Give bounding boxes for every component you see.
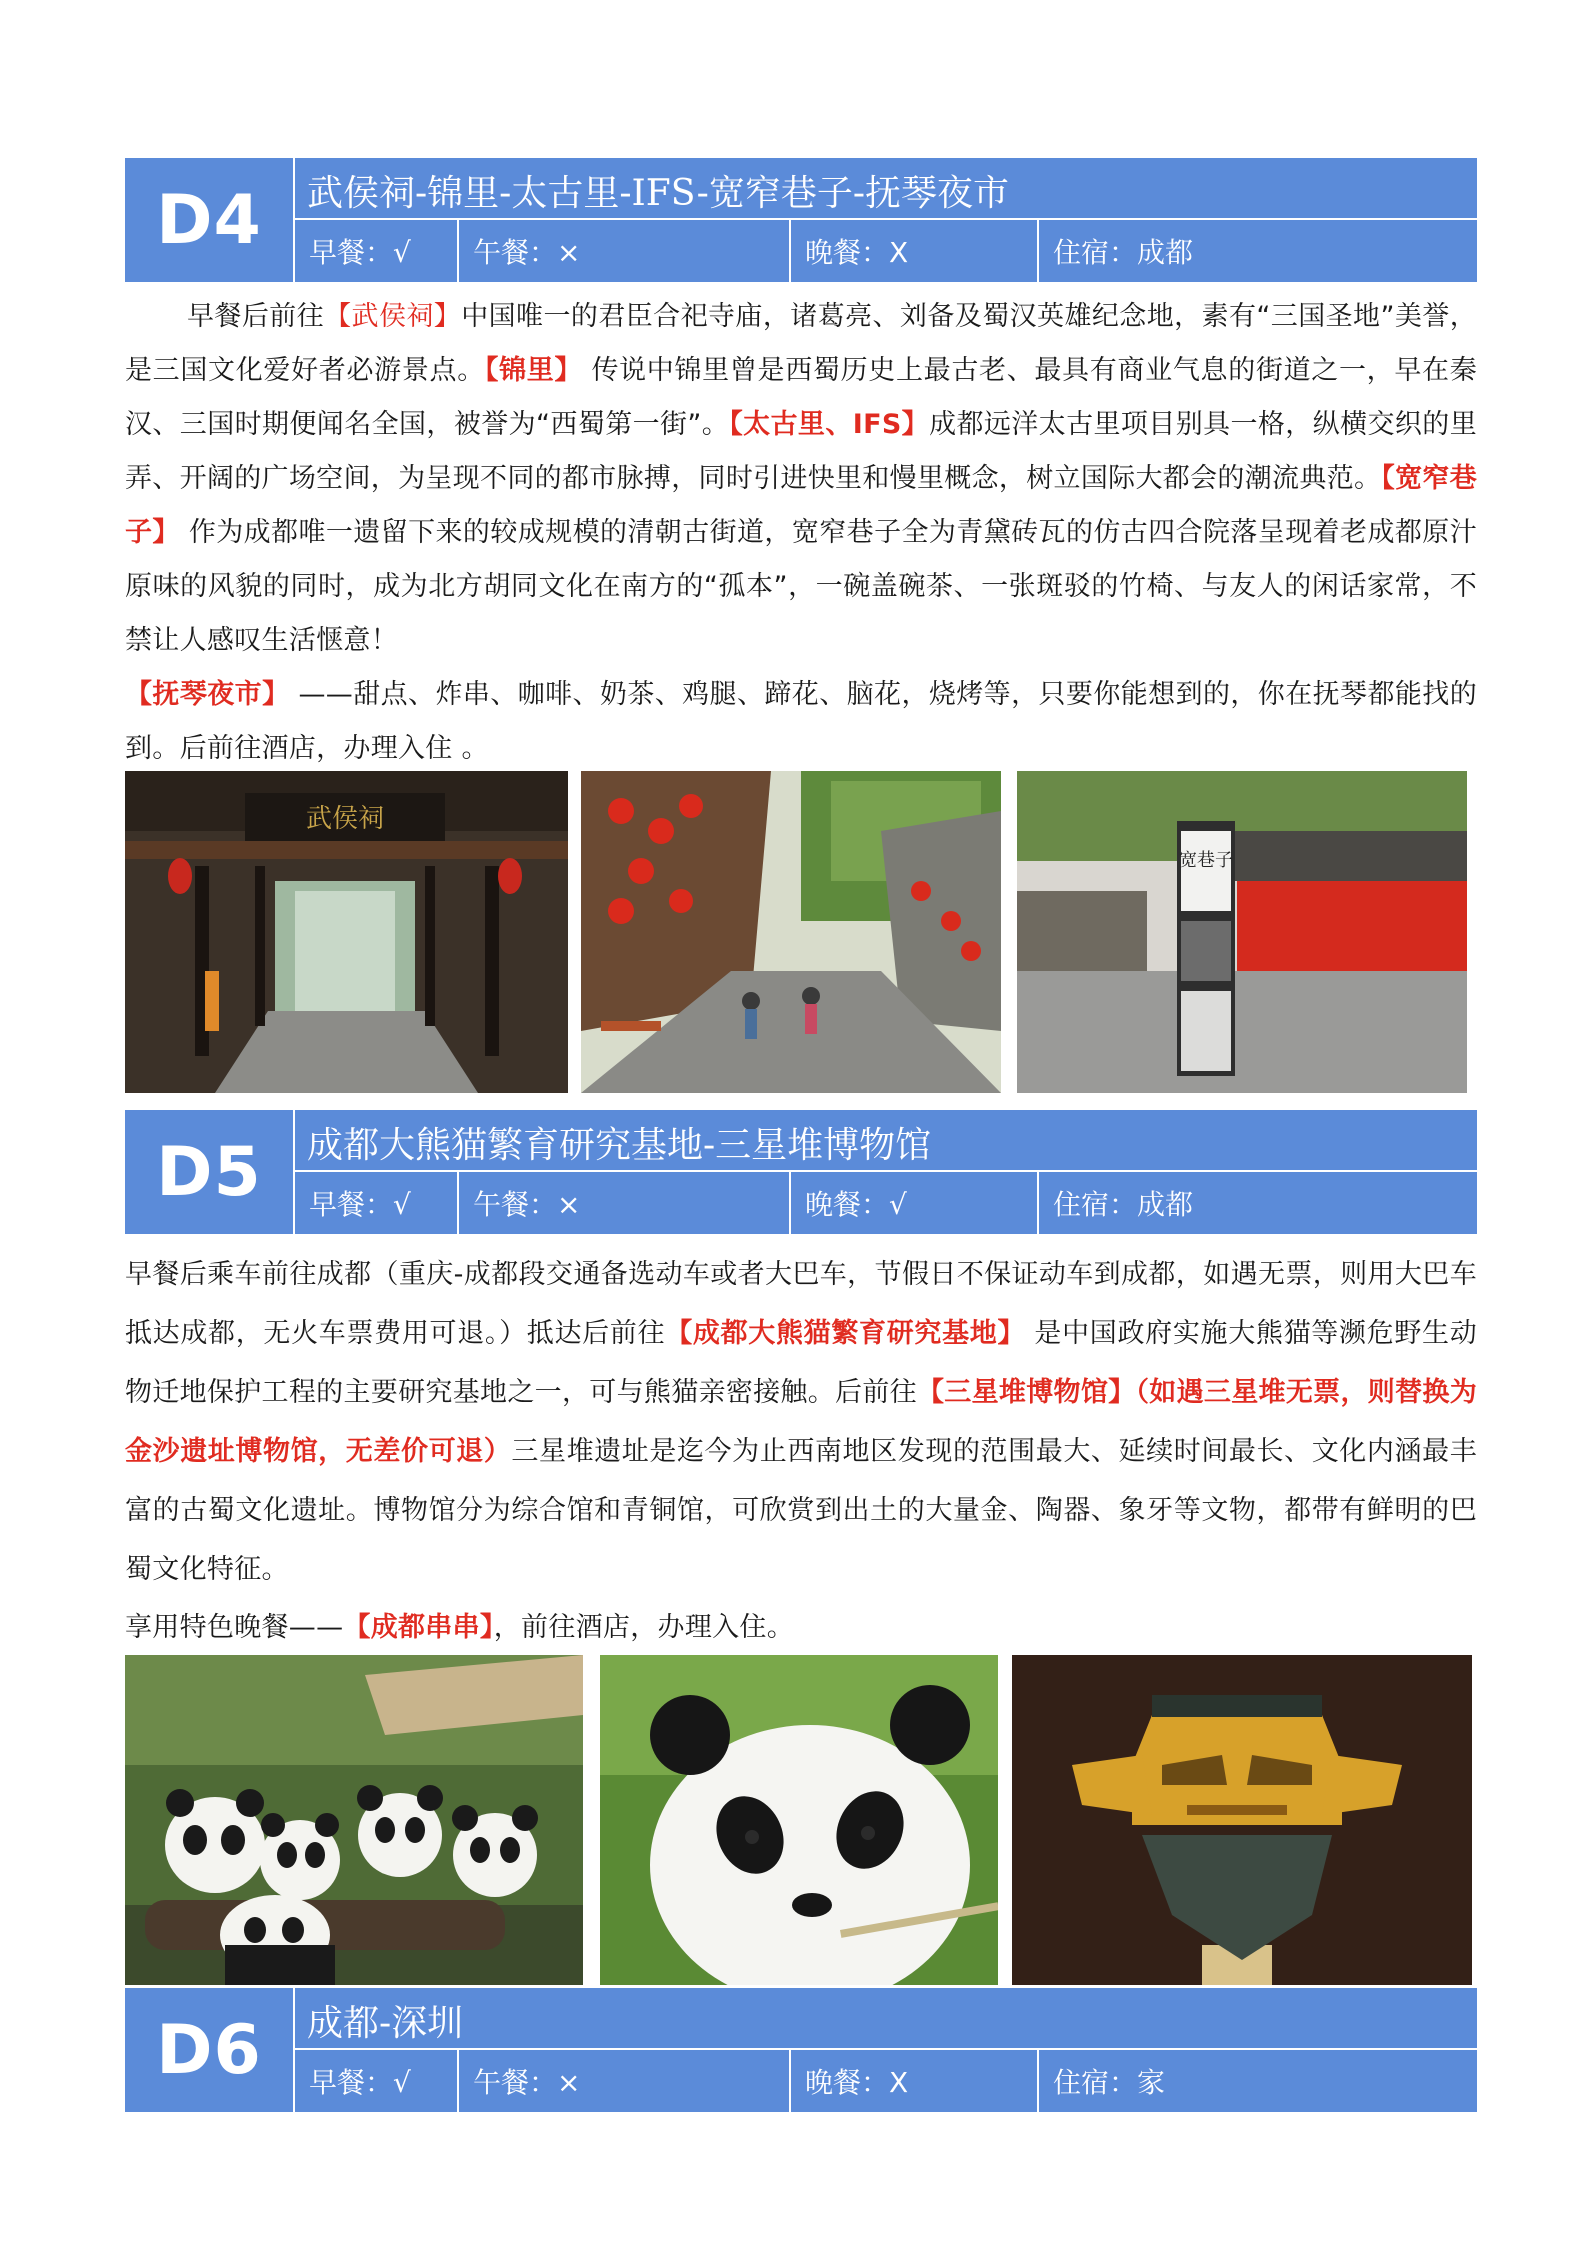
lunch-cell: 午餐：× [473, 1188, 581, 1221]
text: 中国唯一的君臣合祀寺庙，诸葛亮、刘备及蜀汉英雄纪念地，素有“三国圣地”美誉，是三国文化爱好者必游景点。 [125, 301, 1478, 386]
day-code: D5 [156, 1132, 262, 1212]
highlight-attraction: 【宽窄巷子】 [125, 463, 1477, 548]
day-header-d4 [125, 158, 1477, 282]
lunch-cell: 午餐：× [473, 2066, 581, 2099]
day-title: 成都大熊猫繁育研究基地-三星堆博物馆 [307, 1124, 932, 1166]
photo-panda-closeup [600, 1655, 998, 1985]
highlight-attraction: 【太古里、IFS】 [729, 409, 930, 440]
highlight-attraction: 【三星堆博物馆】（如遇三星堆无票，则替换为金沙遗址博物馆，无差价可退） [125, 1377, 1477, 1467]
highlight-attraction: 【成都大熊猫繁育研究基地】 [665, 1318, 1026, 1349]
dinner-cell: 晚餐：X [805, 236, 909, 269]
text: ——甜点、炸串、咖啡、奶茶、鸡腿、蹄花、脑花，烧烤等，只要你能想到的，你在抚琴都能找的到。后前往酒店，办理入住 。 [125, 679, 1477, 764]
lunch-cell: 午餐：× [473, 236, 581, 269]
day-code: D6 [156, 2010, 262, 2090]
day-description [125, 668, 1477, 776]
day-header-d6 [125, 1988, 1477, 2112]
day-header-d5 [125, 1110, 1477, 1234]
text: 三星堆遗址是迄今为止西南地区发现的范围最大、延续时间最长、文化内涵最丰富的古蜀文化遗址。博物馆分为综合馆和青铜馆，可欣赏到出土的大量金、陶器、象牙等文物，都带有鲜明的巴蜀文化特征。 [125, 1436, 1477, 1585]
text: 早餐后前往 [187, 301, 325, 332]
day-description [125, 1245, 1477, 1599]
text: 享用特色晚餐—— [125, 1612, 344, 1643]
text: 是中国政府实施大熊猫等濒危野生动物迁地保护工程的主要研究基地之一，可与熊猫亲密接触。后前往 [125, 1318, 1477, 1408]
sign-text: 宽巷子 [1179, 850, 1233, 871]
photo-jinli-street [581, 771, 1001, 1093]
dinner-cell: 晚餐：√ [805, 1188, 907, 1221]
breakfast-cell: 早餐：√ [309, 236, 411, 269]
text: ，前往酒店，办理入住。 [493, 1612, 795, 1643]
highlight-attraction: 【抚琴夜市】 [125, 679, 290, 710]
photo-panda-cubs [125, 1655, 583, 1985]
dinner-cell: 晚餐：X [805, 2066, 909, 2099]
photo-wuhou-temple [125, 771, 568, 1093]
lodging-cell: 住宿：成都 [1053, 236, 1194, 269]
day-description [125, 1598, 1477, 1657]
text: 传说中锦里曾是西蜀历史上最古老、最具有商业气息的街道之一，早在秦汉、三国时期便闻名全国，被誉为“西蜀第一街”。 [125, 355, 1477, 440]
day-title: 成都-深圳 [307, 2002, 464, 2044]
lodging-cell: 住宿：成都 [1053, 1188, 1194, 1221]
text: 成都远洋太古里项目别具一格，纵横交织的里弄、开阔的广场空间，为呈现不同的都市脉搏，同时引进快里和慢里概念，树立国际大都会的潮流典范。 [125, 409, 1478, 494]
highlight-attraction: 【武侯祠】 [324, 301, 462, 332]
sign-text: 武侯祠 [305, 804, 385, 834]
day-title: 武侯祠-锦里-太古里-IFS-宽窄巷子-抚琴夜市 [307, 172, 1010, 214]
highlight-attraction: 【锦里】 [484, 355, 583, 386]
day-description [125, 290, 1477, 668]
lodging-cell: 住宿：家 [1053, 2066, 1166, 2099]
breakfast-cell: 早餐：√ [309, 2066, 411, 2099]
text: 作为成都唯一遗留下来的较成规模的清朝古街道，宽窄巷子全为青黛砖瓦的仿古四合院落呈现着老成都原汁原味的风貌的同时，成为北方胡同文化在南方的“孤本”，一碗盖碗茶、一张斑驳的竹椅、与友人的闲话家常，不禁让人感叹生活惬意！ [125, 517, 1477, 656]
text: 早餐后乘车前往成都（重庆-成都段交通备选动车或者大巴车，节假日不保证动车到成都，如遇无票，则用大巴车抵达成都，无火车票费用可退。）抵达后前往 [125, 1259, 1477, 1349]
highlight-attraction: 【成都串串】 [343, 1612, 494, 1643]
photo-kuanzhai-alley [1017, 771, 1467, 1093]
breakfast-cell: 早餐：√ [309, 1188, 411, 1221]
day-code: D4 [156, 180, 262, 260]
photo-sanxingdui-mask [1012, 1655, 1472, 1985]
